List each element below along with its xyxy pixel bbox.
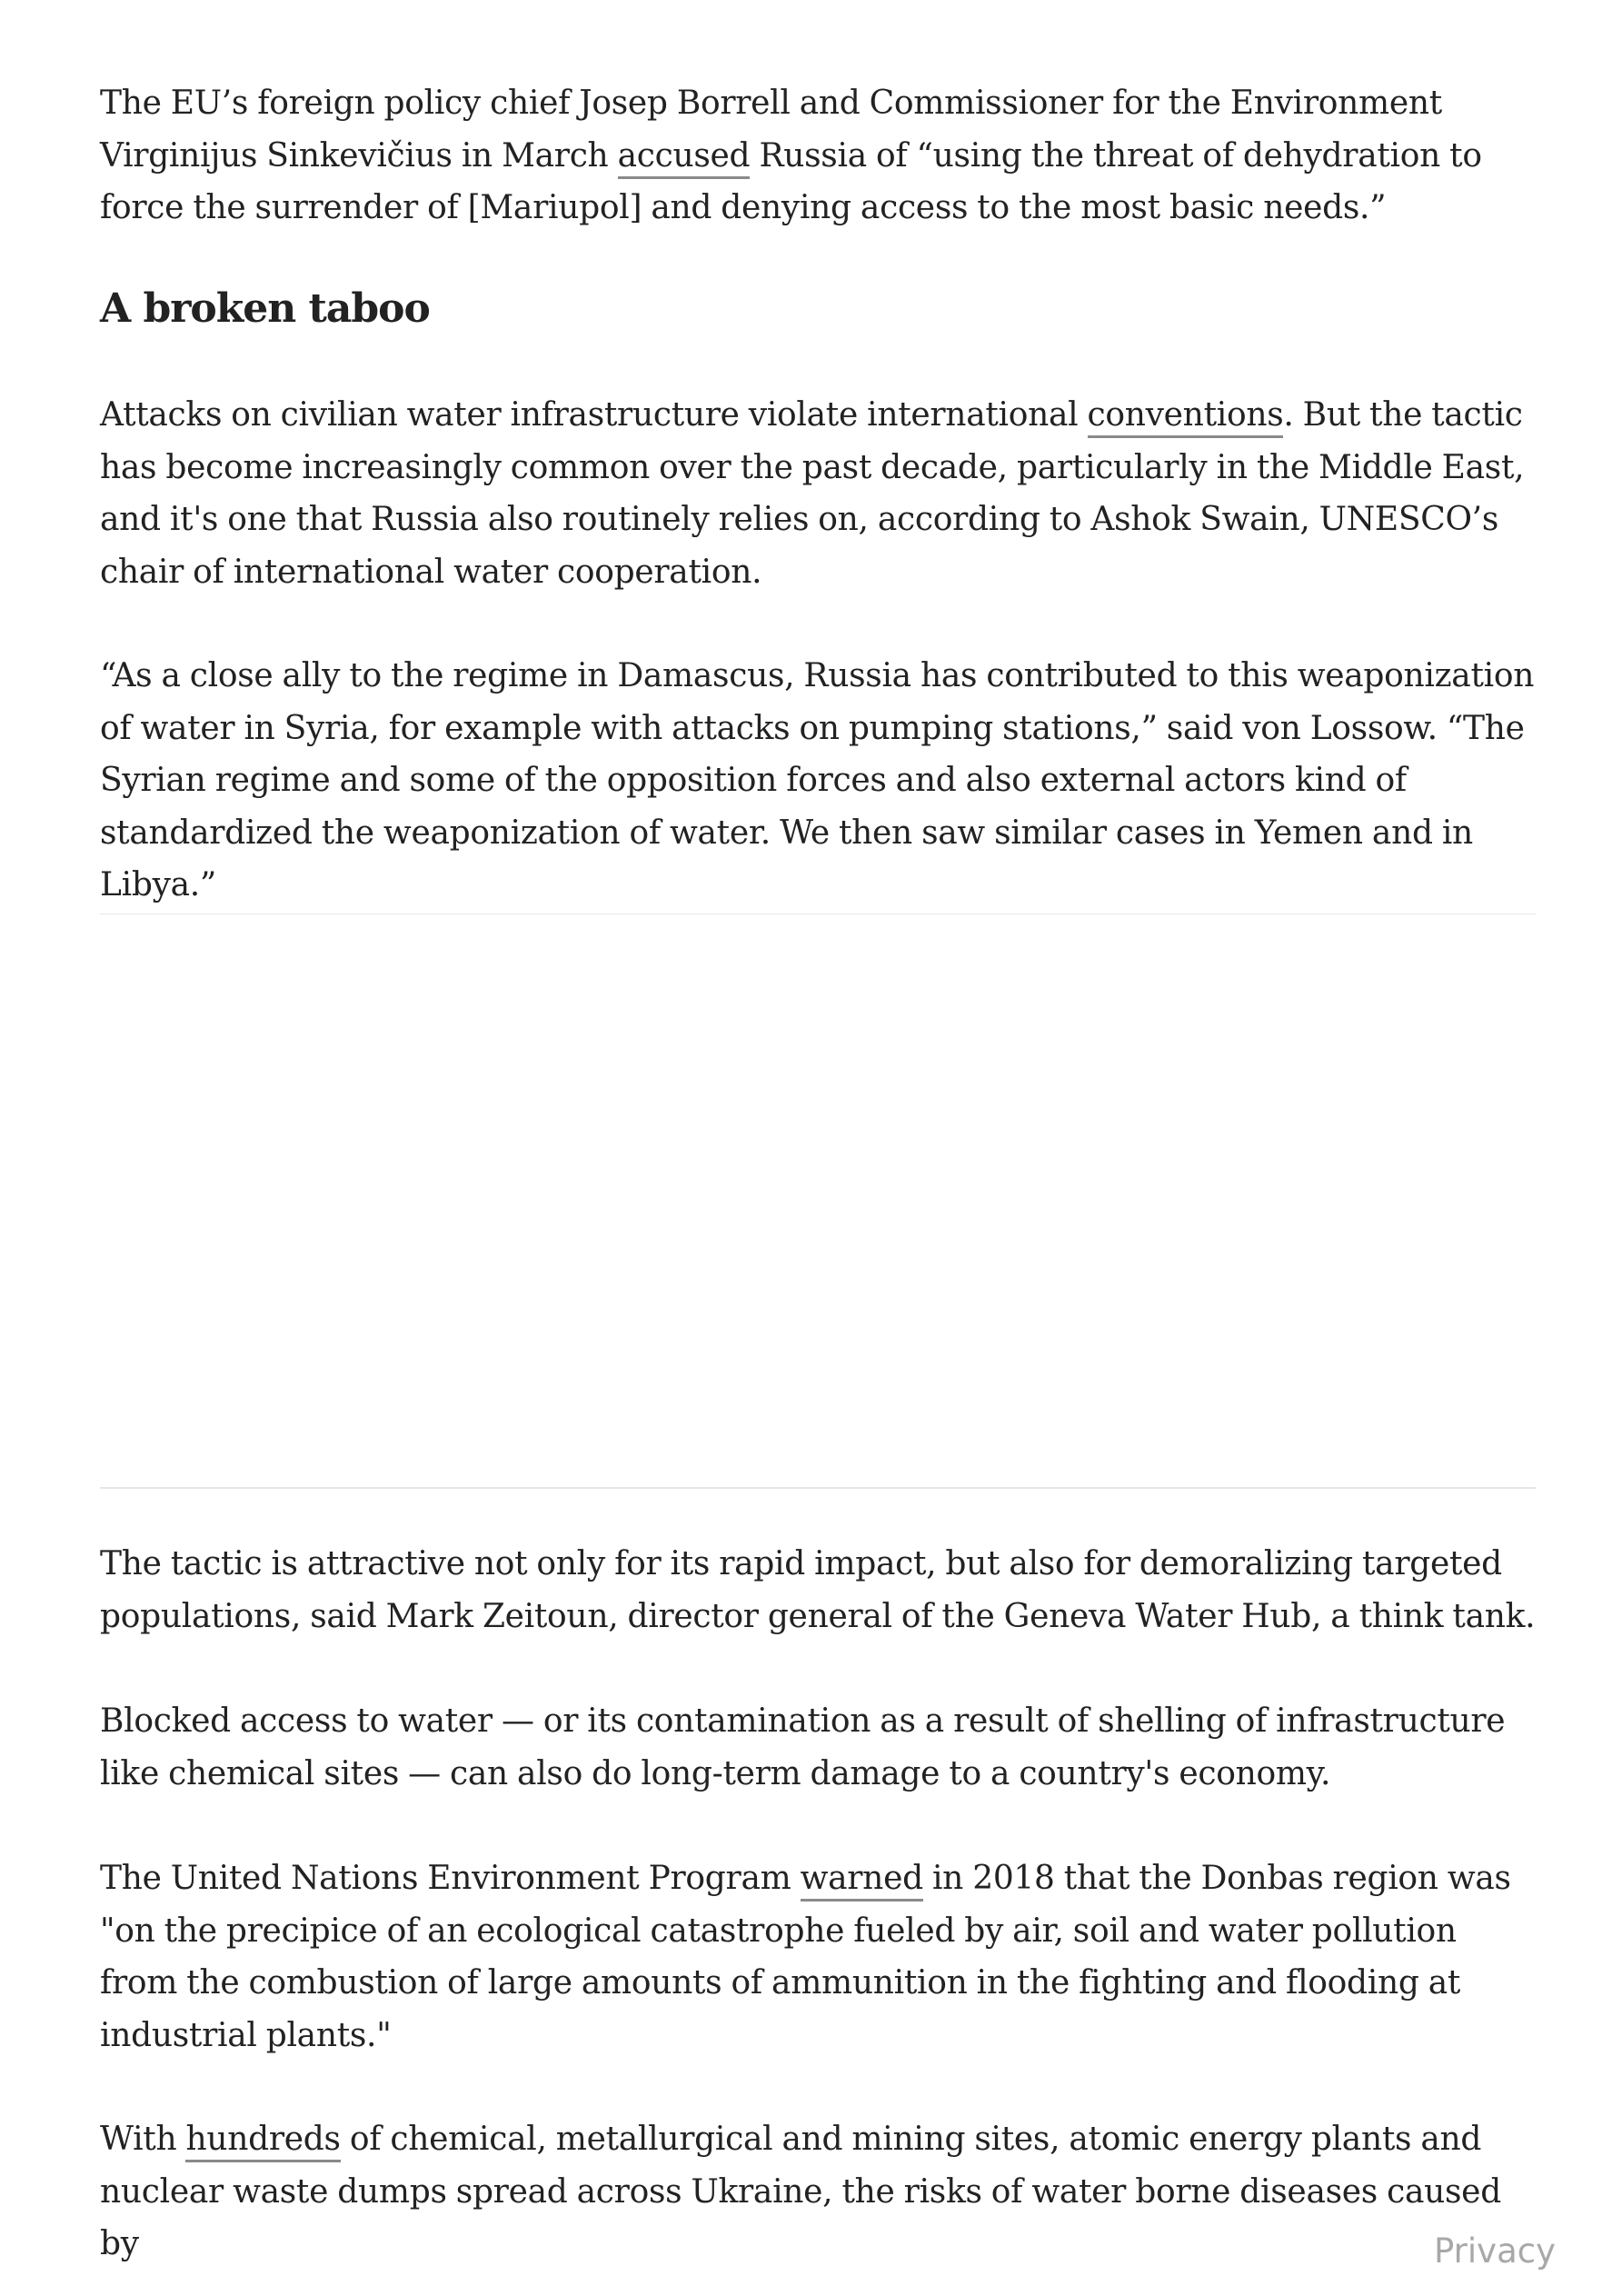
paragraph-text: The United Nations Environment Program bbox=[100, 1860, 801, 1897]
paragraph-text: of chemical, metallurgical and mining sites, atomic energy plants and nuclear waste dumps spread across Ukraine, the risks of water borne diseases caused by bbox=[100, 2121, 1501, 2262]
link-conventions[interactable]: conventions bbox=[1088, 396, 1284, 438]
section-heading: A broken taboo bbox=[100, 285, 430, 332]
link-hundreds[interactable]: hundreds bbox=[185, 2121, 340, 2162]
paragraph-syria: “As a close ally to the regime in Damascus, Russia has contributed to this weaponization of water in Syria, for example with attacks on pumping stations,” said von Lossow. “The Syrian regime and some of the opposition forces and also external actors kind of standardized the weaponization of water. We then saw similar cases in Yemen and in Libya.” bbox=[100, 657, 1535, 903]
paragraph-text: With bbox=[100, 2121, 186, 2158]
link-warned[interactable]: warned bbox=[801, 1860, 923, 1902]
paragraph-eu-accusation bbox=[100, 77, 1536, 235]
paragraph-attacks bbox=[100, 389, 1536, 598]
ad-slot bbox=[100, 914, 1536, 1485]
privacy-button[interactable]: Privacy bbox=[1404, 2214, 1586, 2287]
paragraph-tactic: The tactic is attractive not only for its rapid impact, but also for demoralizing targeted populations, said Mark Zeitoun, director general of the Geneva Water Hub, a think tank. bbox=[100, 1545, 1536, 1635]
paragraph-text: Attacks on civilian water infrastructure violate international bbox=[100, 396, 1088, 434]
paragraph-text: in 2018 that the Donbas region was "on the precipice of an ecological catastrophe fueled by air, soil and water pollution from the combustion of large amounts of ammunition in the fighting and flooding at industrial plants." bbox=[100, 1860, 1511, 2054]
paragraph-text: The EU’s foreign policy chief Josep Borrell and Commissioner for the Environment Virginijus Sinkevičius in March bbox=[100, 85, 1442, 175]
paragraph-blocked-access: Blocked access to water — or its contamination as a result of shelling of infrastructure like chemical sites — can also do long-term damage to a country's economy. bbox=[100, 1702, 1506, 1792]
paragraph-text: . But the tactic has become increasingly common over the past decade, particularly in the Middle East, and it's one that Russia also routinely relies on, according to Ashok Swain, UNESCO’s chair of international water cooperation. bbox=[100, 396, 1525, 591]
ad-bottom-divider bbox=[100, 1487, 1536, 1489]
paragraph-text: Russia of “using the threat of dehydration to force the surrender of [Mariupol] and denying access to the most basic needs.” bbox=[100, 136, 1482, 226]
link-accused[interactable]: accused bbox=[618, 137, 751, 179]
paragraph-hundreds bbox=[100, 2113, 1536, 2271]
paragraph-unep bbox=[100, 1852, 1536, 2061]
